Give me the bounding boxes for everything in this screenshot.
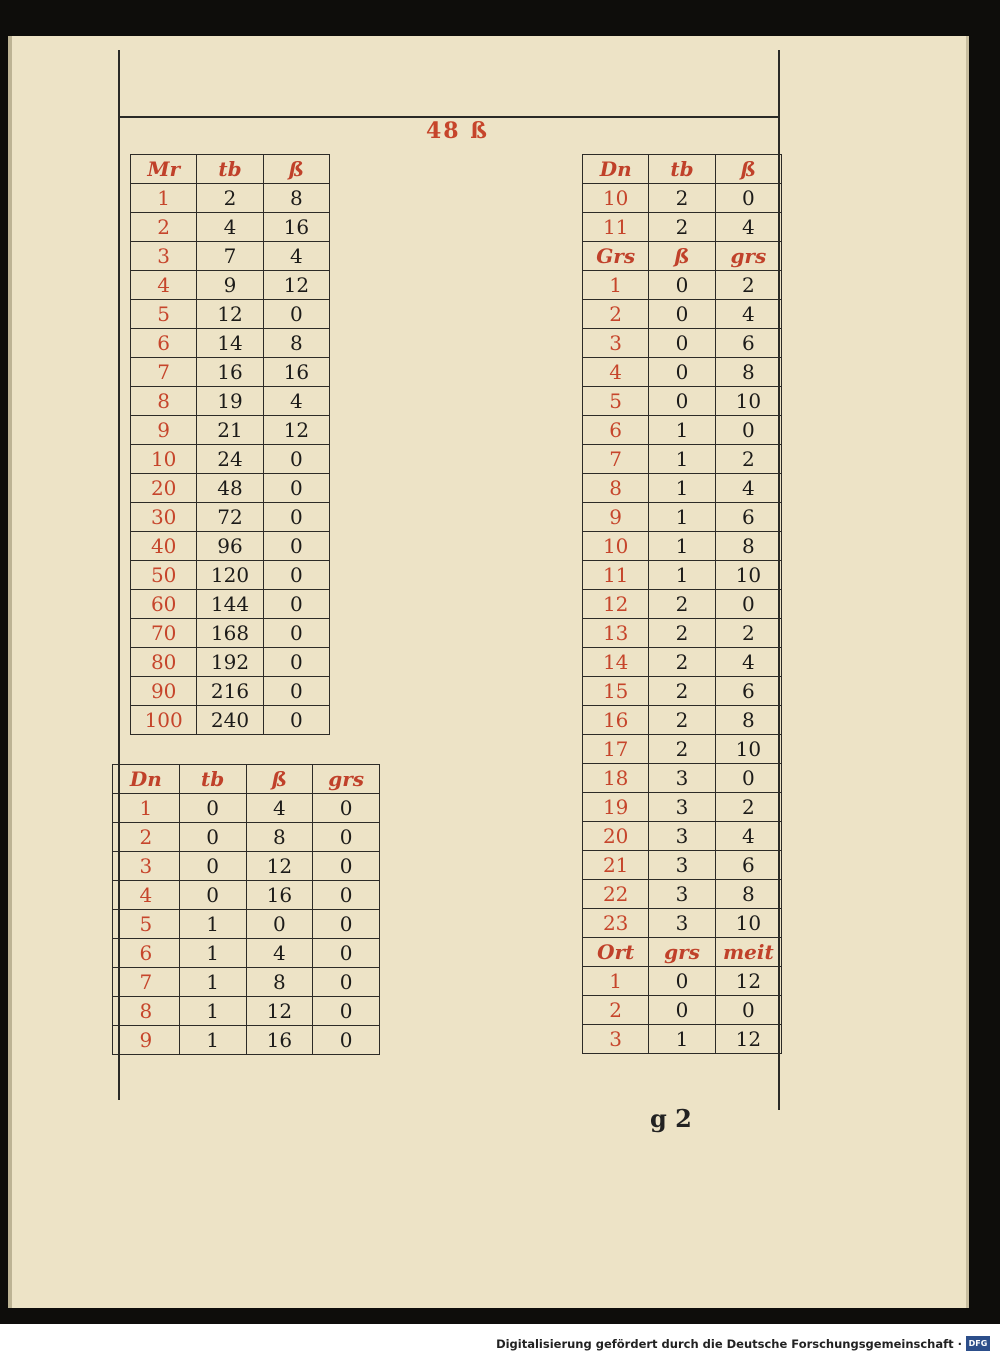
value-cell: 16 — [263, 358, 329, 387]
value-cell: 0 — [263, 706, 329, 735]
value-cell: 12 — [715, 1025, 781, 1054]
column-header: ß — [649, 242, 715, 271]
value-cell: 1 — [649, 1025, 715, 1054]
row-key-cell: 90 — [131, 677, 197, 706]
value-cell: 6 — [715, 851, 781, 880]
row-key-cell: 5 — [113, 910, 180, 939]
row-key-cell: 30 — [131, 503, 197, 532]
value-cell: 0 — [715, 184, 781, 213]
book-page — [8, 36, 969, 1308]
table-row — [113, 823, 380, 852]
table-row — [113, 881, 380, 910]
value-cell: 0 — [179, 823, 246, 852]
row-key-cell: 10 — [583, 184, 649, 213]
column-header: Mr — [131, 155, 197, 184]
dfg-logo-icon: DFG — [966, 1336, 990, 1351]
value-cell: 1 — [649, 561, 715, 590]
value-cell: 1 — [649, 532, 715, 561]
value-cell: 0 — [313, 910, 380, 939]
row-key-cell: 50 — [131, 561, 197, 590]
value-cell: 12 — [246, 852, 313, 881]
table-row — [583, 329, 782, 358]
value-cell: 0 — [313, 794, 380, 823]
value-cell: 4 — [263, 242, 329, 271]
value-cell: 0 — [246, 910, 313, 939]
row-key-cell: 3 — [583, 1025, 649, 1054]
table-row — [583, 909, 782, 938]
table-row — [583, 648, 782, 677]
table-row — [113, 852, 380, 881]
row-key-cell: 11 — [583, 213, 649, 242]
row-key-cell: 20 — [131, 474, 197, 503]
row-key-cell: 12 — [583, 590, 649, 619]
column-header: ß — [246, 765, 313, 794]
value-cell: 7 — [197, 242, 263, 271]
value-cell: 0 — [715, 590, 781, 619]
table-row — [113, 939, 380, 968]
row-key-cell: 2 — [583, 996, 649, 1025]
table-row — [131, 648, 330, 677]
value-cell: 12 — [715, 967, 781, 996]
value-cell: 2 — [649, 213, 715, 242]
value-cell: 8 — [263, 329, 329, 358]
folio-number: 48 ß — [426, 118, 489, 144]
table-row — [583, 677, 782, 706]
value-cell: 4 — [715, 213, 781, 242]
table-row — [583, 213, 782, 242]
table-row — [583, 271, 782, 300]
row-key-cell: 7 — [113, 968, 180, 997]
row-key-cell: 100 — [131, 706, 197, 735]
table-row — [583, 851, 782, 880]
value-cell: 1 — [649, 503, 715, 532]
table-row — [131, 532, 330, 561]
row-key-cell: 13 — [583, 619, 649, 648]
value-cell: 10 — [715, 561, 781, 590]
table-header-row — [583, 155, 782, 184]
row-key-cell: 6 — [583, 416, 649, 445]
value-cell: 0 — [263, 648, 329, 677]
value-cell: 2 — [649, 706, 715, 735]
value-cell: 2 — [715, 793, 781, 822]
value-cell: 0 — [263, 474, 329, 503]
row-key-cell: 4 — [583, 358, 649, 387]
row-key-cell: 4 — [113, 881, 180, 910]
value-cell: 10 — [715, 909, 781, 938]
value-cell: 3 — [649, 764, 715, 793]
table-row — [131, 590, 330, 619]
value-cell: 4 — [263, 387, 329, 416]
value-cell: 24 — [197, 445, 263, 474]
row-key-cell: 3 — [131, 242, 197, 271]
table-row — [583, 503, 782, 532]
value-cell: 0 — [649, 387, 715, 416]
table-row — [131, 677, 330, 706]
row-key-cell: 15 — [583, 677, 649, 706]
value-cell: 0 — [313, 997, 380, 1026]
digitization-footer — [0, 1324, 1000, 1364]
table-row — [583, 967, 782, 996]
conversion-table-left-top — [130, 154, 330, 735]
value-cell: 216 — [197, 677, 263, 706]
value-cell: 120 — [197, 561, 263, 590]
value-cell: 21 — [197, 416, 263, 445]
value-cell: 72 — [197, 503, 263, 532]
table-row — [583, 445, 782, 474]
table-row — [131, 242, 330, 271]
value-cell: 0 — [179, 852, 246, 881]
row-key-cell: 22 — [583, 880, 649, 909]
value-cell: 1 — [179, 910, 246, 939]
value-cell: 0 — [715, 416, 781, 445]
row-key-cell: 16 — [583, 706, 649, 735]
row-key-cell: 2 — [131, 213, 197, 242]
value-cell: 240 — [197, 706, 263, 735]
row-key-cell: 80 — [131, 648, 197, 677]
value-cell: 1 — [649, 445, 715, 474]
value-cell: 19 — [197, 387, 263, 416]
value-cell: 0 — [313, 968, 380, 997]
conversion-table-left-bottom — [112, 764, 380, 1055]
value-cell: 4 — [715, 300, 781, 329]
value-cell: 1 — [649, 474, 715, 503]
value-cell: 8 — [246, 968, 313, 997]
value-cell: 4 — [246, 939, 313, 968]
value-cell: 1 — [179, 939, 246, 968]
value-cell: 192 — [197, 648, 263, 677]
column-header: tb — [649, 155, 715, 184]
row-key-cell: 9 — [583, 503, 649, 532]
column-header: grs — [313, 765, 380, 794]
table-row — [583, 590, 782, 619]
value-cell: 2 — [715, 619, 781, 648]
table-row — [583, 387, 782, 416]
column-header: ß — [263, 155, 329, 184]
value-cell: 144 — [197, 590, 263, 619]
table-row — [131, 619, 330, 648]
table-row — [131, 271, 330, 300]
column-header: Grs — [583, 242, 649, 271]
value-cell: 4 — [197, 213, 263, 242]
value-cell: 4 — [246, 794, 313, 823]
value-cell: 2 — [649, 677, 715, 706]
table-row — [583, 619, 782, 648]
table-row — [583, 880, 782, 909]
value-cell: 3 — [649, 880, 715, 909]
value-cell: 0 — [313, 852, 380, 881]
row-key-cell: 4 — [131, 271, 197, 300]
row-key-cell: 70 — [131, 619, 197, 648]
row-key-cell: 2 — [113, 823, 180, 852]
table-row — [131, 329, 330, 358]
conversion-table-right — [582, 154, 782, 1054]
value-cell: 8 — [715, 880, 781, 909]
row-key-cell: 7 — [131, 358, 197, 387]
table-row — [583, 300, 782, 329]
value-cell: 6 — [715, 503, 781, 532]
value-cell: 12 — [263, 416, 329, 445]
value-cell: 3 — [649, 822, 715, 851]
value-cell: 0 — [313, 1026, 380, 1055]
row-key-cell: 6 — [131, 329, 197, 358]
row-key-cell: 5 — [131, 300, 197, 329]
row-key-cell: 8 — [583, 474, 649, 503]
value-cell: 0 — [263, 619, 329, 648]
row-key-cell: 60 — [131, 590, 197, 619]
funding-notice: Digitalisierung gefördert durch die Deutsche Forschungsgemeinschaft · — [496, 1337, 962, 1351]
value-cell: 168 — [197, 619, 263, 648]
table-row — [583, 706, 782, 735]
row-key-cell: 8 — [113, 997, 180, 1026]
value-cell: 0 — [649, 271, 715, 300]
value-cell: 3 — [649, 793, 715, 822]
value-cell: 0 — [715, 996, 781, 1025]
column-header: Dn — [113, 765, 180, 794]
row-key-cell: 5 — [583, 387, 649, 416]
value-cell: 0 — [179, 794, 246, 823]
row-key-cell: 21 — [583, 851, 649, 880]
value-cell: 10 — [715, 387, 781, 416]
column-header: grs — [715, 242, 781, 271]
value-cell: 0 — [263, 677, 329, 706]
value-cell: 4 — [715, 648, 781, 677]
value-cell: 0 — [263, 590, 329, 619]
row-key-cell: 10 — [583, 532, 649, 561]
value-cell: 0 — [649, 996, 715, 1025]
table-row — [583, 474, 782, 503]
value-cell: 12 — [263, 271, 329, 300]
table-row — [583, 416, 782, 445]
table-header-row — [113, 765, 380, 794]
value-cell: 9 — [197, 271, 263, 300]
value-cell: 6 — [715, 329, 781, 358]
row-key-cell: 8 — [131, 387, 197, 416]
value-cell: 0 — [649, 358, 715, 387]
table-row — [113, 910, 380, 939]
value-cell: 0 — [179, 881, 246, 910]
table-header-row — [583, 242, 782, 271]
value-cell: 48 — [197, 474, 263, 503]
value-cell: 2 — [649, 619, 715, 648]
column-header: tb — [197, 155, 263, 184]
value-cell: 0 — [263, 532, 329, 561]
table-row — [583, 735, 782, 764]
row-key-cell: 3 — [113, 852, 180, 881]
table-row — [583, 764, 782, 793]
value-cell: 8 — [246, 823, 313, 852]
table-row — [583, 532, 782, 561]
column-header: ß — [715, 155, 781, 184]
value-cell: 10 — [715, 735, 781, 764]
table-row — [131, 503, 330, 532]
row-key-cell: 18 — [583, 764, 649, 793]
table-row — [583, 184, 782, 213]
row-key-cell: 7 — [583, 445, 649, 474]
row-key-cell: 6 — [113, 939, 180, 968]
value-cell: 0 — [313, 823, 380, 852]
value-cell: 3 — [649, 909, 715, 938]
value-cell: 2 — [197, 184, 263, 213]
row-key-cell: 40 — [131, 532, 197, 561]
value-cell: 1 — [179, 1026, 246, 1055]
value-cell: 16 — [197, 358, 263, 387]
table-row — [583, 822, 782, 851]
column-header: grs — [649, 938, 715, 967]
value-cell: 1 — [649, 416, 715, 445]
table-row — [583, 996, 782, 1025]
row-key-cell: 3 — [583, 329, 649, 358]
row-key-cell: 9 — [131, 416, 197, 445]
value-cell: 1 — [179, 968, 246, 997]
value-cell: 0 — [715, 764, 781, 793]
table-row — [583, 561, 782, 590]
value-cell: 8 — [715, 706, 781, 735]
column-header: tb — [179, 765, 246, 794]
signature-mark: g 2 — [650, 1104, 692, 1133]
value-cell: 96 — [197, 532, 263, 561]
row-key-cell: 20 — [583, 822, 649, 851]
value-cell: 0 — [649, 329, 715, 358]
column-header: meit — [715, 938, 781, 967]
value-cell: 1 — [179, 997, 246, 1026]
table-row — [131, 706, 330, 735]
row-key-cell: 9 — [113, 1026, 180, 1055]
row-key-cell: 2 — [583, 300, 649, 329]
table-row — [131, 184, 330, 213]
value-cell: 14 — [197, 329, 263, 358]
column-header: Dn — [583, 155, 649, 184]
value-cell: 0 — [649, 967, 715, 996]
value-cell: 0 — [263, 561, 329, 590]
value-cell: 3 — [649, 851, 715, 880]
row-key-cell: 11 — [583, 561, 649, 590]
table-row — [131, 358, 330, 387]
table-row — [131, 474, 330, 503]
row-key-cell: 17 — [583, 735, 649, 764]
value-cell: 2 — [649, 648, 715, 677]
value-cell: 2 — [715, 445, 781, 474]
table-row — [131, 213, 330, 242]
value-cell: 0 — [313, 881, 380, 910]
table-row — [583, 358, 782, 387]
value-cell: 0 — [263, 445, 329, 474]
table-row — [583, 1025, 782, 1054]
column-header: Ort — [583, 938, 649, 967]
value-cell: 16 — [263, 213, 329, 242]
value-cell: 0 — [649, 300, 715, 329]
value-cell: 6 — [715, 677, 781, 706]
value-cell: 8 — [715, 532, 781, 561]
row-key-cell: 1 — [113, 794, 180, 823]
table-header-row — [583, 938, 782, 967]
table-row — [131, 300, 330, 329]
value-cell: 2 — [715, 271, 781, 300]
value-cell: 16 — [246, 881, 313, 910]
table-row — [131, 561, 330, 590]
value-cell: 2 — [649, 735, 715, 764]
value-cell: 2 — [649, 590, 715, 619]
row-key-cell: 14 — [583, 648, 649, 677]
value-cell: 8 — [263, 184, 329, 213]
value-cell: 12 — [246, 997, 313, 1026]
value-cell: 0 — [263, 503, 329, 532]
table-row — [113, 968, 380, 997]
value-cell: 0 — [313, 939, 380, 968]
table-row — [131, 387, 330, 416]
row-key-cell: 19 — [583, 793, 649, 822]
row-key-cell: 10 — [131, 445, 197, 474]
table-header-row — [131, 155, 330, 184]
value-cell: 0 — [263, 300, 329, 329]
table-row — [113, 794, 380, 823]
value-cell: 4 — [715, 822, 781, 851]
row-key-cell: 1 — [583, 967, 649, 996]
value-cell: 4 — [715, 474, 781, 503]
row-key-cell: 1 — [583, 271, 649, 300]
table-row — [131, 445, 330, 474]
row-key-cell: 1 — [131, 184, 197, 213]
value-cell: 2 — [649, 184, 715, 213]
row-key-cell: 23 — [583, 909, 649, 938]
value-cell: 16 — [246, 1026, 313, 1055]
value-cell: 12 — [197, 300, 263, 329]
table-row — [113, 997, 380, 1026]
value-cell: 8 — [715, 358, 781, 387]
table-row — [131, 416, 330, 445]
table-row — [583, 793, 782, 822]
table-row — [113, 1026, 380, 1055]
